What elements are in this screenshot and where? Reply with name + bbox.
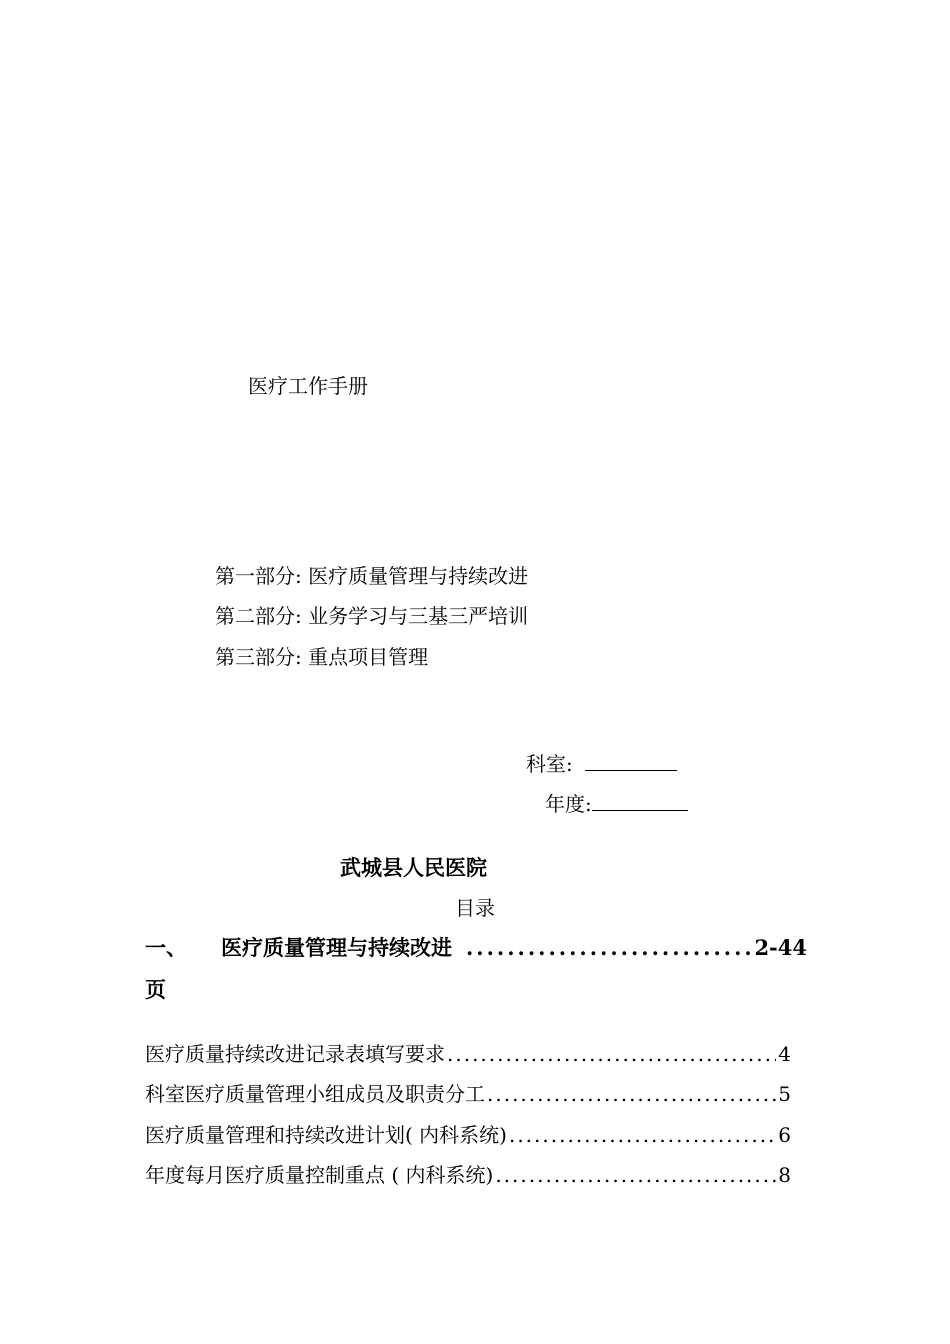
section-pages: 2-44 <box>754 935 807 960</box>
document-title: 医疗工作手册 <box>248 374 368 398</box>
toc-entry-page: 4 <box>778 1042 791 1066</box>
toc-entry-title: 科室医疗质量管理小组成员及职责分工 <box>145 1082 485 1106</box>
toc-leader-dots <box>495 1163 776 1187</box>
toc-entry <box>145 1042 791 1066</box>
part-three: 第三部分: 重点项目管理 <box>215 645 429 669</box>
year-blank <box>592 790 688 811</box>
toc-leader-dots <box>447 1042 776 1066</box>
toc-leader-dots <box>509 1123 776 1147</box>
toc-entry-page: 8 <box>778 1163 791 1187</box>
toc-entry <box>145 1123 791 1147</box>
section-pages-suffix: 页 <box>145 977 166 1002</box>
part-two: 第二部分: 业务学习与三基三严培训 <box>215 604 529 628</box>
toc-entry-page: 5 <box>778 1082 791 1106</box>
toc-entry-title: 医疗质量持续改进记录表填写要求 <box>145 1042 445 1066</box>
toc-entry <box>145 1163 791 1187</box>
part-one: 第一部分: 医疗质量管理与持续改进 <box>215 564 529 588</box>
department-blank <box>585 750 677 771</box>
year-label: 年度: <box>545 792 592 816</box>
toc-entry-page: 6 <box>778 1123 791 1147</box>
toc-leader-dots <box>487 1082 776 1106</box>
toc-entry-title: 医疗质量管理和持续改进计划( 内科系统) <box>145 1123 507 1147</box>
section-number: 一、 <box>145 935 187 960</box>
section-leader-dots <box>466 935 750 961</box>
department-label: 科室: <box>526 752 573 776</box>
toc-entry-title: 年度每月医疗质量控制重点 ( 内科系统) <box>145 1163 494 1187</box>
year-field <box>545 790 688 816</box>
hospital-name: 武城县人民医院 <box>340 855 487 880</box>
department-field <box>526 750 677 776</box>
toc-heading: 目录 <box>455 896 495 920</box>
section-title: 医疗质量管理与持续改进 <box>221 935 452 960</box>
toc-entry <box>145 1082 791 1106</box>
toc-section-one <box>145 935 807 961</box>
